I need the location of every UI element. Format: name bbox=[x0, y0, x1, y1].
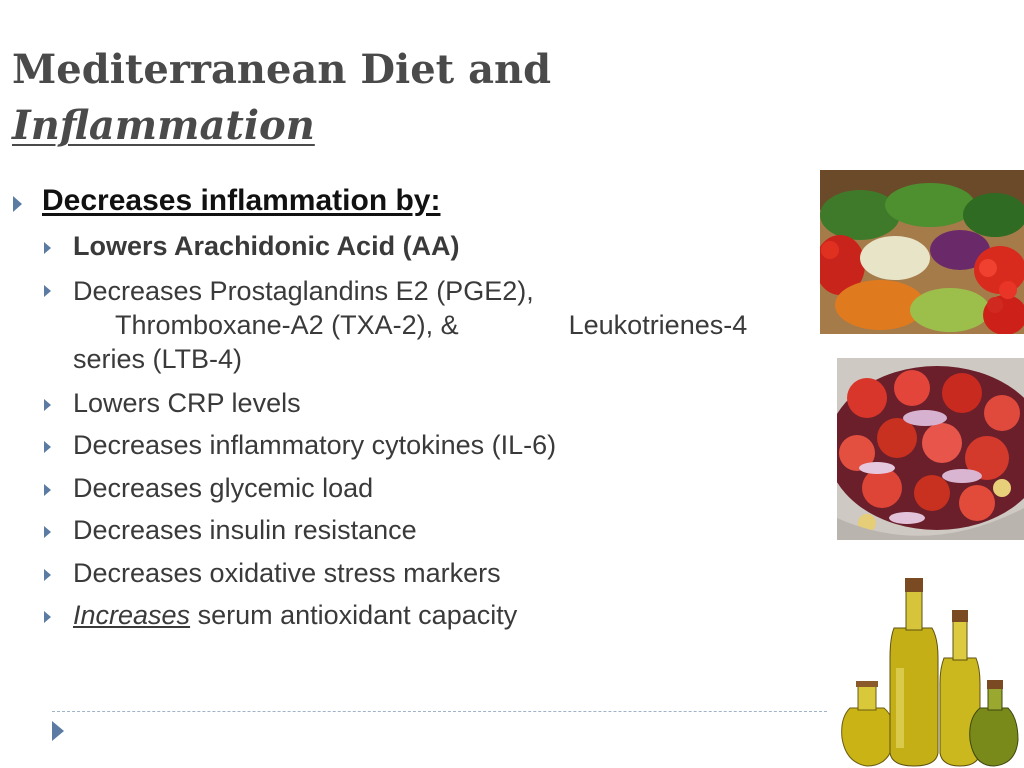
footer-arrow-icon bbox=[52, 721, 64, 741]
bullet-arrow-icon bbox=[44, 399, 51, 411]
slide-title-line1: Mediterranean Diet and bbox=[12, 46, 552, 93]
sub-bullet-antioxidant-emphasis: Increases bbox=[73, 600, 191, 630]
sub-bullet-oxidative: Decreases oxidative stress markers bbox=[73, 558, 501, 588]
olive-oil-bottles-photo bbox=[832, 568, 1024, 768]
sub-bullet-glycemic: Decreases glycemic load bbox=[73, 473, 374, 503]
bullet-arrow-icon bbox=[44, 611, 51, 623]
bullet-arrow-icon bbox=[44, 569, 51, 581]
bullet-arrow-icon bbox=[44, 242, 51, 254]
sub-bullet-prostaglandins bbox=[73, 274, 833, 376]
bullet-arrow-icon bbox=[44, 526, 51, 538]
bullet-arrow-icon bbox=[44, 441, 51, 453]
sub-bullet-cytokines: Decreases inflammatory cytokines (IL-6) bbox=[73, 430, 557, 460]
sub-bullet-prostaglandins-part4: series (LTB-4) bbox=[73, 344, 243, 374]
vegetables-market-photo bbox=[820, 170, 1024, 334]
tomato-onion-salad-photo bbox=[837, 358, 1024, 540]
sub-bullet-prostaglandins-part2: Thromboxane-A2 (TXA-2), & bbox=[115, 310, 459, 340]
sub-bullet-antioxidant-rest: serum antioxidant capacity bbox=[190, 600, 518, 630]
sub-bullet-antioxidant bbox=[73, 600, 517, 631]
slide-title-line2: Inflammation bbox=[12, 102, 315, 149]
sub-bullet-prostaglandins-part1: Decreases Prostaglandins E2 (PGE2), bbox=[73, 276, 534, 306]
main-bullet: Decreases inflammation by: bbox=[42, 184, 441, 217]
bullet-arrow-icon bbox=[44, 285, 51, 297]
sub-bullet-crp: Lowers CRP levels bbox=[73, 388, 301, 418]
sub-bullet-insulin: Decreases insulin resistance bbox=[73, 515, 417, 545]
bullet-arrow-icon bbox=[13, 196, 22, 212]
bullet-arrow-icon bbox=[44, 484, 51, 496]
sub-bullet-aa: Lowers Arachidonic Acid (AA) bbox=[73, 231, 460, 261]
sub-bullet-prostaglandins-part3: Leukotrienes-4 bbox=[568, 310, 748, 340]
footer-divider bbox=[52, 711, 827, 712]
slide-title bbox=[12, 42, 551, 154]
